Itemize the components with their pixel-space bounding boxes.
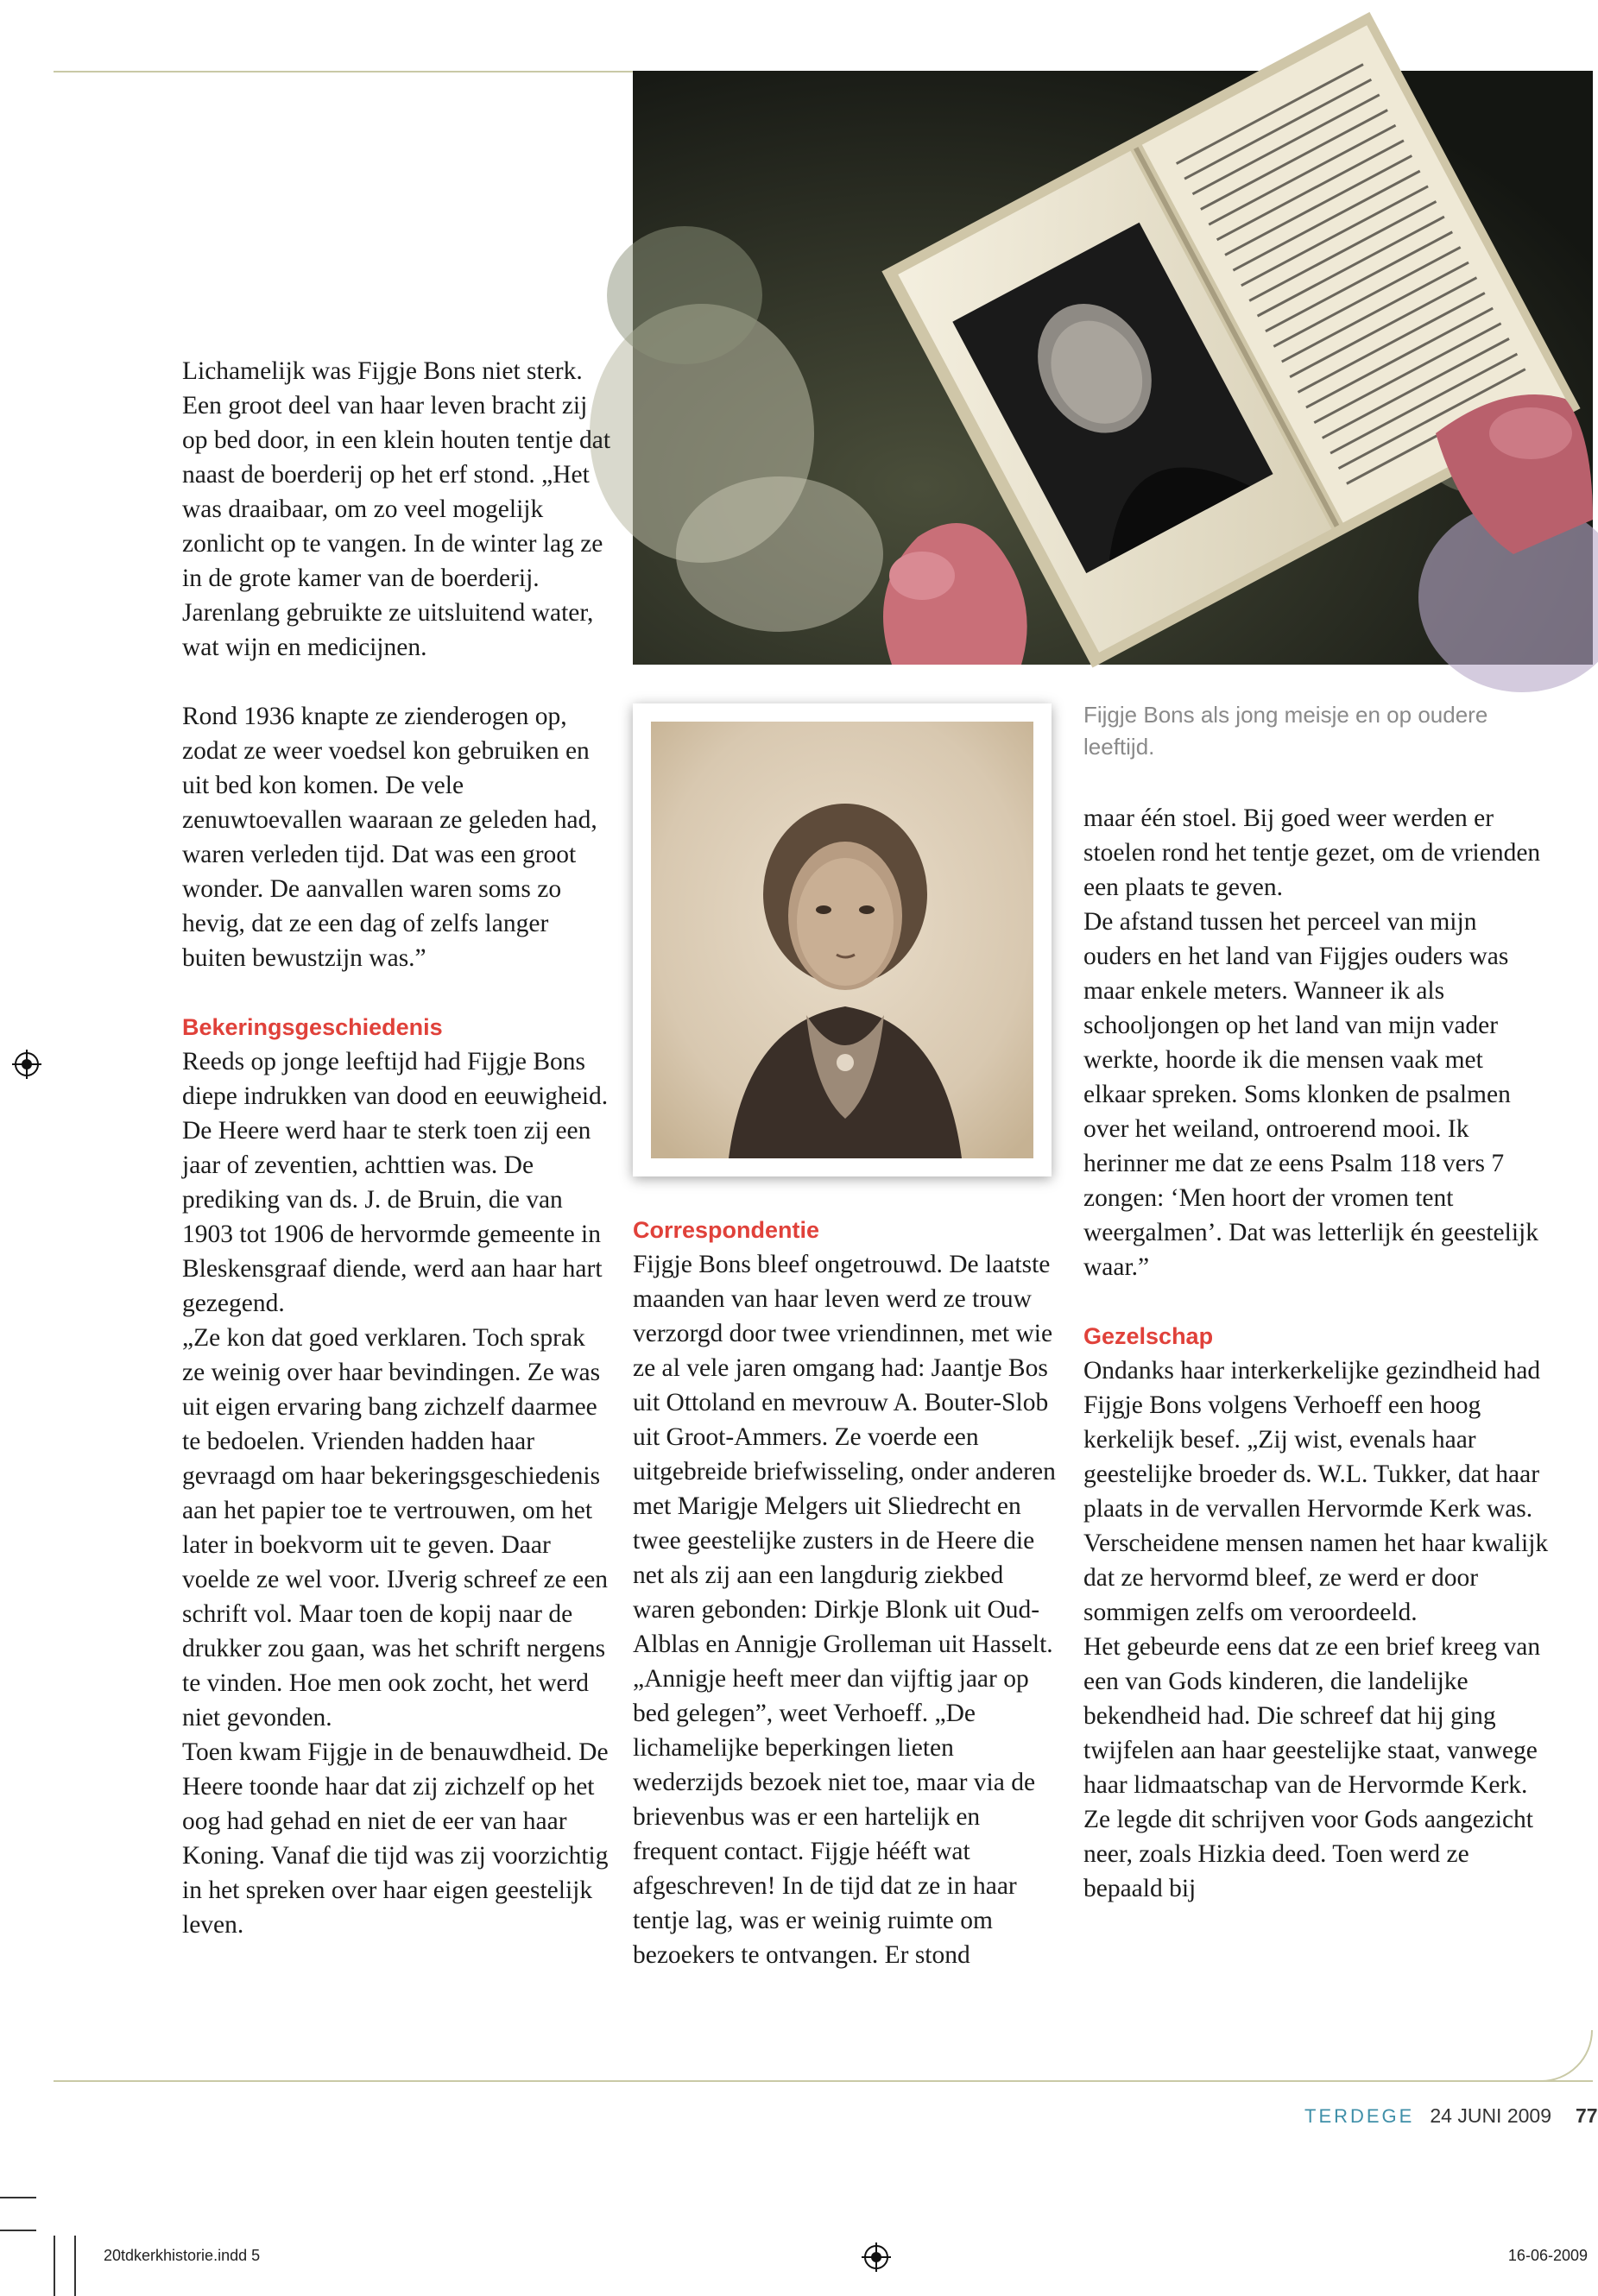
issue-date: 24 JUNI 2009 (1430, 2104, 1551, 2127)
paragraph: „Ze kon dat goed verklaren. Toch sprak ze weinig over haar bevindingen. Ze was uit eigen ervaring bang zichzelf daarmee te bedoelen. Vrienden hadden haar gevraagd om haar bekeringsgeschiedenis aan het papier toe te vertrouwen, om het later in boekvorm uit te geven. Daar voelde ze wel voor. IJverig schreef ze een schrift vol. Maar toen de kopij naar de drukker zou gaan, was het schrift nergens te vinden. Hoe men ook zocht, het werd niet gevonden. (182, 1324, 609, 1731)
paragraph: Rond 1936 knapte ze zienderogen op, zodat ze weer voedsel kon gebruiken en uit bed kon komen. De vele zenuwtoevallen waaraan ze geleden had, waren verleden tijd. Dat was een groot wonder. De aanvallen waren soms zo hevig, dat ze een dag of zelfs langer buiten bewustzijn was.” (182, 703, 597, 972)
page-number: 77 (1576, 2104, 1598, 2127)
trim-mark (74, 2236, 76, 2296)
photo-caption: Fijgje Bons als jong meisje en op oudere leeftijd. (1083, 702, 1488, 760)
portrait-young-woman (651, 722, 1033, 1158)
trim-mark (0, 2230, 36, 2231)
bottom-rule (54, 2080, 1593, 2082)
slug-date: 16-06-2009 (1507, 2247, 1588, 2264)
paragraph: Lichamelijk was Fijgje Bons niet sterk. Een groot deel van haar leven bracht zij op bed door, in een klein houten tentje dat naast de boerderij op het erf stond. „Het was draaibaar, om zo veel mogelijk zonlicht op te vangen. In de winter lag ze in de grote kamer van de boerderij. Jarenlang gebruikte ze uitsluitend water, wat wijn en medicijnen. (182, 357, 611, 661)
portrait-photo-frame (633, 703, 1052, 1176)
text-column-3 (1083, 801, 1550, 1906)
paragraph: Fijgje Bons bleef ongetrouwd. De laatste maanden van haar leven werd ze trouw verzorgd door twee vriendinnen, met wie ze al vele jaren omgang had: Jaantje Bos uit Ottoland en mevrouw A. Bouter-Slob uit Groot-Ammers. Ze voerde een uitgebreide briefwisseling, onder anderen met Marigje Melgers uit Sliedrecht en twee geestelijke zusters in de Heere die net als zij aan een langdurig ziekbed waren gebonden: Dirkje Blonk uit Oud-Alblas en Annigje Grolleman uit Hasselt. (633, 1251, 1056, 1658)
registration-mark-icon (12, 1050, 41, 1079)
registration-mark-icon (862, 2242, 891, 2272)
paragraph: Reeds op jonge leeftijd had Fijgje Bons diepe indrukken van dood en eeuwigheid. De Heere werd haar te sterk toen zij een jaar of zeventien, achttien was. De prediking van ds. J. de Bruin, die van 1903 tot 1906 de hervormde gemeente in Bleskensgraaf diende, werd aan haar hart gezegend. (182, 1048, 609, 1317)
slug-filename: 20tdkerkhistorie.indd 5 (104, 2247, 261, 2264)
bottom-corner-curve (1541, 2030, 1593, 2082)
paragraph: Toen kwam Fijgje in de benauwdheid. De Heere toonde haar dat zij zichzelf op het oog had gehad en niet de eer van haar Koning. Vanaf die tijd was zij voorzichtig in het spreken over haar eigen geestelijk leven. (182, 1738, 609, 1939)
section-heading-bekeringsgeschiedenis: Bekeringsgeschiedenis (182, 1014, 443, 1040)
magazine-name: TERDEGE (1304, 2105, 1415, 2127)
paragraph: Het gebeurde eens dat ze een brief kreeg van een van Gods kinderen, die landelijke bekendheid had. Die schreef dat hij ging twijfelen aan haar geestelijke staat, vanwege haar lidmaatschap van de Hervormde Kerk. Ze legde dit schrijven voor Gods aangezicht neer, zoals Hizkia deed. Toen werd ze bepaald bij (1083, 1633, 1541, 1902)
text-column-2 (633, 1213, 1064, 1972)
paragraph: „Annigje heeft meer dan vijftig jaar op bed gelegen”, weet Verhoeff. „De lichamelijke beperkingen lieten wederzijds bezoek niet toe, maar via de brievenbus was er een hartelijk en frequent contact. Fijgje hééft wat afgeschreven! In de tijd dat ze in haar tentje lag, was er weinig ruimte om bezoekers te ontvangen. Er stond (633, 1665, 1036, 1969)
section-heading-gezelschap: Gezelschap (1083, 1323, 1214, 1349)
text-column-1 (182, 354, 614, 1942)
trim-mark (54, 2236, 55, 2296)
page-footer (1304, 2104, 1598, 2128)
paragraph: De afstand tussen het perceel van mijn ouders en het land van Fijgjes ouders was maar enkele meters. Wanneer ik als schooljongen op het land van mijn vader werkte, hoorde ik die mensen vaak met elkaar spreken. Soms klonken de psalmen over het weiland, ontroerend mooi. Ik herinner me dat ze eens Psalm 118 vers 7 zongen: ‘Men hoort der vromen tent weergalmen’. Dat was letterlijk én geestelijk waar.” (1083, 908, 1538, 1281)
trim-mark (0, 2197, 36, 2198)
photo-book-hands (633, 71, 1593, 665)
section-heading-correspondentie: Correspondentie (633, 1217, 820, 1243)
paragraph: maar één stoel. Bij goed weer werden er stoelen rond het tentje gezet, om de vrienden een plaats te geven. (1083, 804, 1541, 901)
paragraph: Ondanks haar interkerkelijke gezindheid had Fijgje Bons volgens Verhoeff een hoog kerkelijk besef. „Zij wist, evenals haar geestelijke broeder ds. W.L. Tukker, dat haar plaats in de vervallen Hervormde Kerk was. Verscheidene mensen namen het haar kwalijk dat ze hervormd bleef, ze werd er door sommigen zelfs om veroordeeld. (1083, 1357, 1549, 1626)
